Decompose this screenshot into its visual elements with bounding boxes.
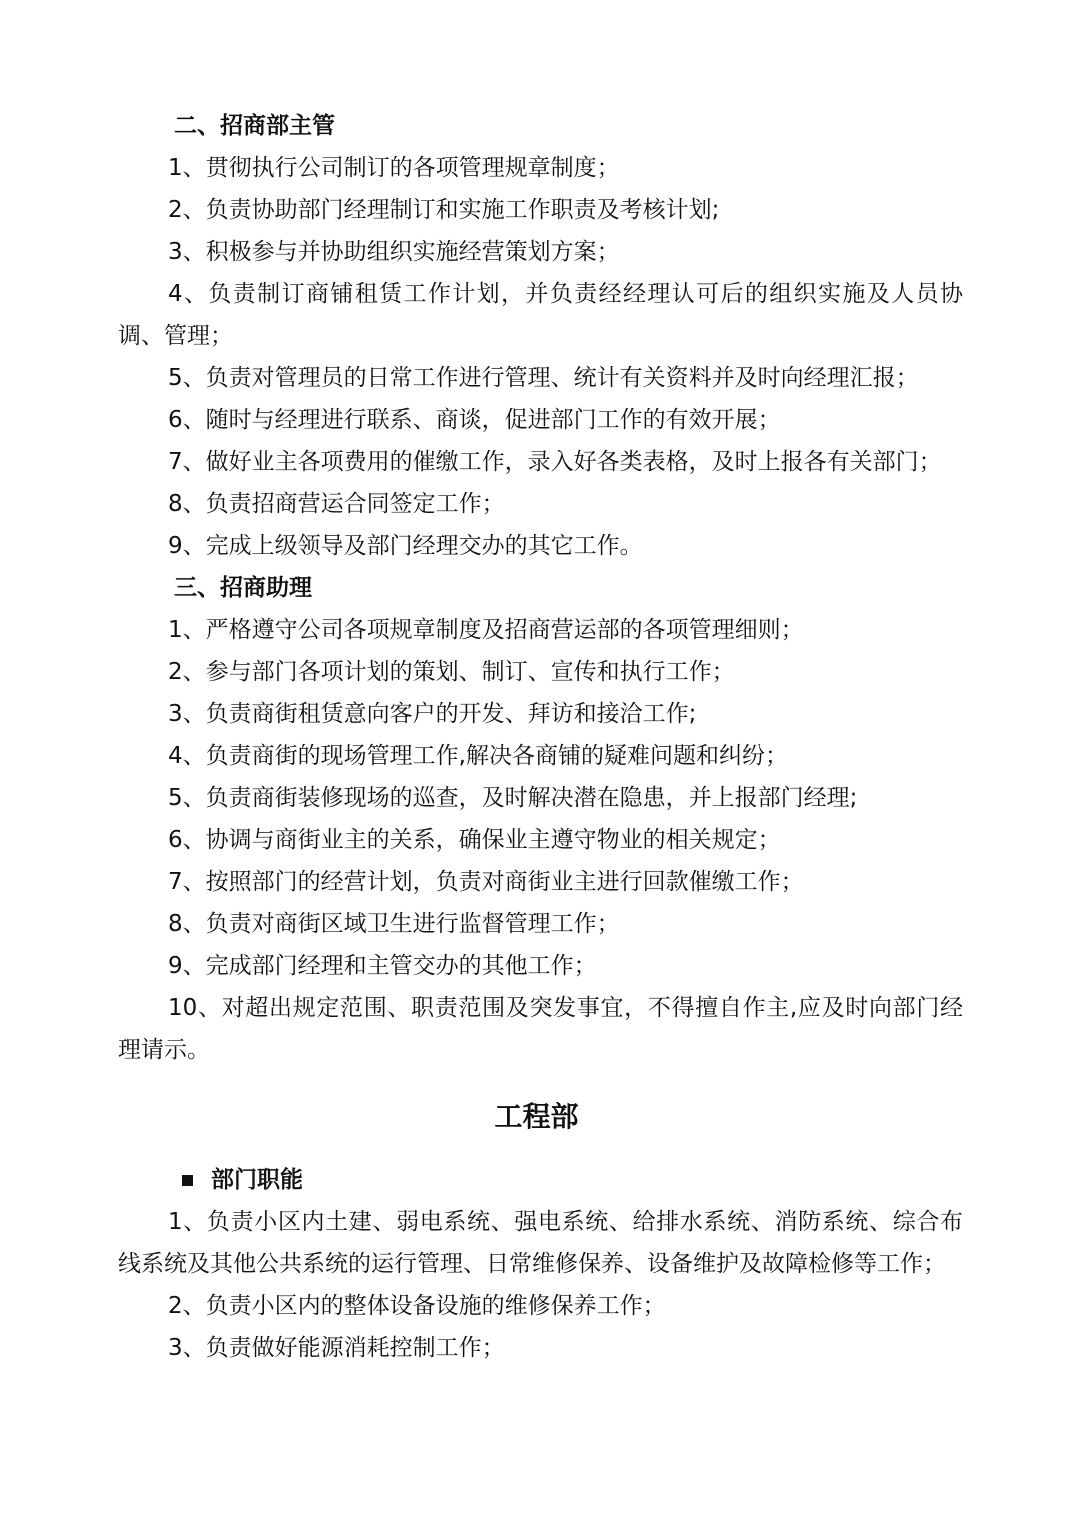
- list-item: 6、随时与经理进行联系、商谈，促进部门工作的有效开展；: [168, 407, 781, 433]
- list-item: 2、负责小区内的整体设备设施的维修保养工作；: [168, 1293, 666, 1319]
- list-item: 9、完成部门经理和主管交办的其他工作；: [168, 953, 597, 979]
- list-item: 7、做好业主各项费用的催缴工作，录入好各类表格，及时上报各有关部门；: [168, 449, 942, 475]
- engineering-function-list: [118, 1201, 963, 1369]
- list-item: 2、参与部门各项计划的策划、制订、宣传和执行工作；: [168, 659, 735, 685]
- list-item: 4、负责商街的现场管理工作,解决各商铺的疑难问题和纠纷；: [168, 743, 788, 769]
- list-item: 2、负责协助部门经理制订和实施工作职责及考核计划;: [168, 197, 720, 223]
- list-item: 8、负责对商街区域卫生进行监督管理工作；: [168, 911, 620, 937]
- list-item: 8、负责招商营运合同签定工作；: [168, 491, 505, 517]
- document-content: [118, 105, 963, 1369]
- list-item: 6、协调与商街业主的关系，确保业主遵守物业的相关规定；: [168, 827, 781, 853]
- list-item: 1、严格遵守公司各项规章制度及招商营运部的各项管理细则；: [168, 617, 804, 643]
- department-title: 工程部: [494, 1100, 579, 1133]
- list-item: 3、负责做好能源消耗控制工作；: [168, 1335, 505, 1361]
- list-item: 5、负责商街装修现场的巡查，及时解决潜在隐患，并上报部门经理;: [168, 785, 858, 811]
- spacer: [118, 1071, 963, 1093]
- section-heading-assistant: 三、招商助理: [174, 575, 312, 601]
- list-item: 7、按照部门的经营计划，负责对商街业主进行回款催缴工作；: [168, 869, 804, 895]
- spacer: [118, 1141, 963, 1159]
- assistant-duty-list: [118, 609, 963, 1071]
- bullet-heading: [118, 1159, 963, 1201]
- list-item: 9、完成上级领导及部门经理交办的其它工作。: [168, 533, 643, 559]
- list-item: 3、积极参与并协助组织实施经营策划方案；: [168, 239, 620, 265]
- square-bullet-icon: [182, 1175, 193, 1186]
- list-item: 1、贯彻执行公司制订的各项管理规章制度；: [168, 155, 620, 181]
- supervisor-duty-list: [118, 147, 963, 567]
- list-item: 3、负责商街租赁意向客户的开发、拜访和接洽工作;: [168, 701, 697, 727]
- section-heading-supervisor: 二、招商部主管: [174, 113, 335, 139]
- bullet-heading-label: 部门职能: [211, 1167, 303, 1193]
- list-item: 4、负责制订商铺租赁工作计划，并负责经经理认可后的组织实施及人员协调、管理；: [118, 281, 963, 349]
- list-item: 1、负责小区内土建、弱电系统、强电系统、给排水系统、消防系统、综合布线系统及其他公共系统的运行管理、日常维修保养、设备维护及故障检修等工作；: [118, 1209, 963, 1277]
- list-item: 10、对超出规定范围、职责范围及突发事宜，不得擅自作主,应及时向部门经理请示。: [118, 995, 963, 1063]
- list-item: 5、负责对管理员的日常工作进行管理、统计有关资料并及时向经理汇报；: [168, 365, 919, 391]
